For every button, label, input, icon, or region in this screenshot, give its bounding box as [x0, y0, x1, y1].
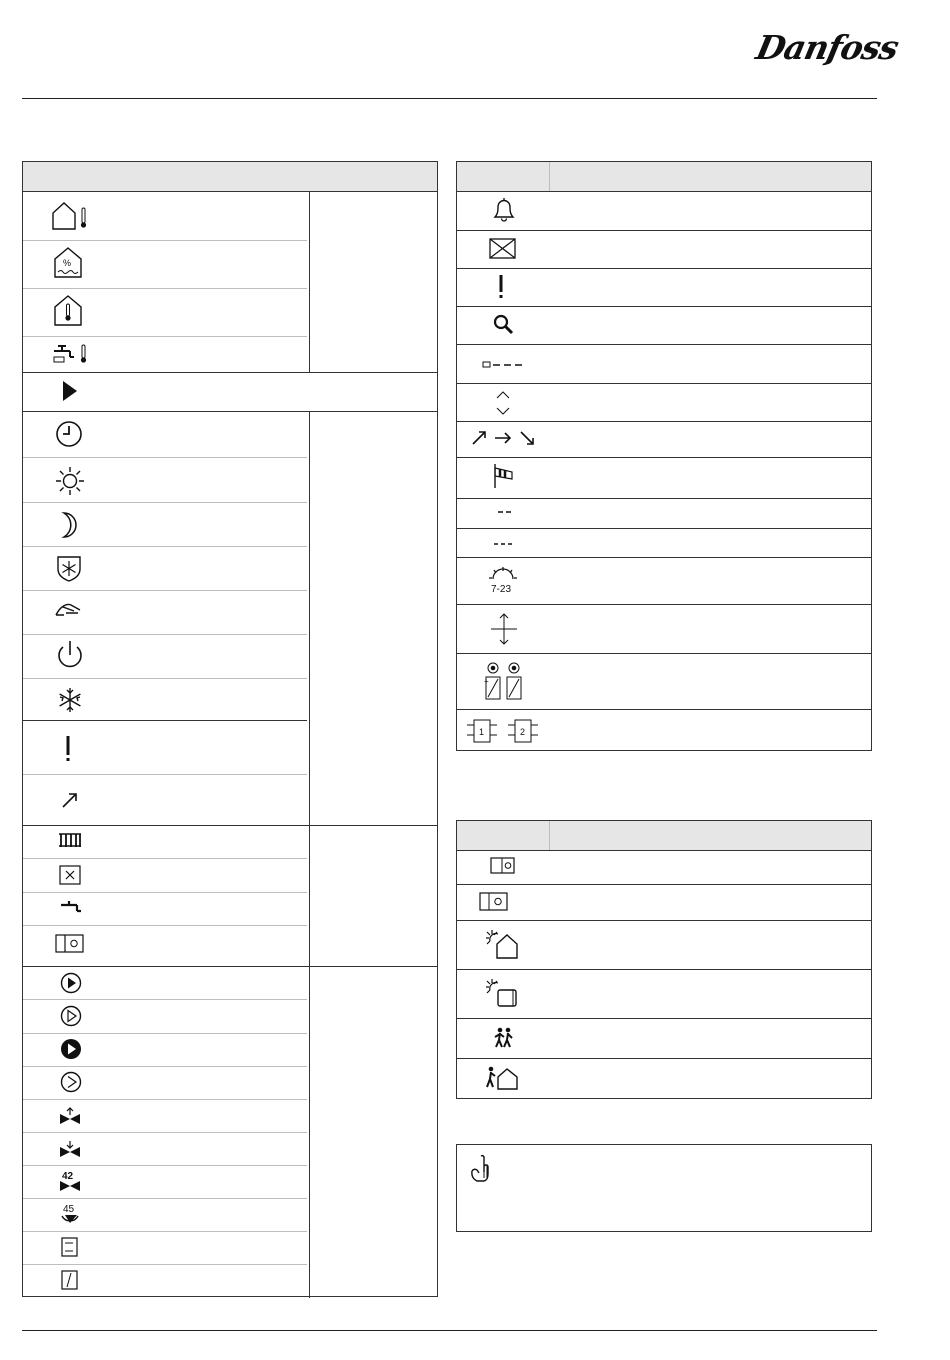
- magnifier-icon: [492, 313, 516, 337]
- radiator-icon: [57, 831, 83, 849]
- slider-panel-icon: [61, 1270, 79, 1290]
- svg-text:45: 45: [63, 1204, 75, 1215]
- right-table-2-header: [457, 821, 871, 851]
- alarm-exclamation-icon: [64, 735, 72, 763]
- clock-icon: [55, 420, 83, 448]
- valve-close-icon: [59, 1139, 81, 1159]
- svg-text:7-23: 7-23: [491, 584, 512, 595]
- exclamation-icon: [497, 274, 505, 300]
- document-icon: [61, 1237, 79, 1257]
- dash-two-icon: [497, 508, 513, 516]
- tap-icon: [59, 900, 83, 916]
- pointing-hand-icon: [469, 1154, 493, 1184]
- pump-off-icon: [60, 1005, 82, 1027]
- trend-arrows-icon: [470, 428, 538, 448]
- svg-text:%: %: [63, 258, 72, 268]
- battery-pair-icon: [483, 660, 525, 702]
- note-box: [456, 1144, 872, 1232]
- svg-text:+: +: [484, 677, 489, 686]
- adjust-cross-icon: [490, 612, 518, 646]
- room-thermometer-icon: [52, 294, 86, 328]
- svg-text:2: 2: [520, 727, 526, 737]
- header-rule: [22, 98, 877, 99]
- valve-open-icon: [59, 1106, 81, 1126]
- relay-pair-icon: [466, 717, 540, 745]
- svg-text:42: 42: [62, 1171, 74, 1182]
- up-down-arrows-icon: [495, 389, 511, 417]
- pump-on-icon: [60, 972, 82, 994]
- svg-text:1: 1: [479, 727, 485, 737]
- pump-running-icon: [60, 1038, 82, 1060]
- pump-speed-icon: [59, 1202, 83, 1226]
- moon-saving-icon: [60, 511, 80, 539]
- right-table-1-header: [457, 162, 871, 192]
- sun-house-icon: [485, 929, 521, 961]
- sun-tank-icon: [485, 978, 521, 1010]
- danfoss-logo: [752, 28, 902, 80]
- snowflake-icon: [56, 686, 84, 714]
- humidity-house-icon: [52, 246, 86, 280]
- bell-icon: [491, 197, 517, 223]
- panel-module-icon: [55, 934, 85, 954]
- footer-rule: [22, 1330, 877, 1331]
- left-symbol-table: [22, 161, 438, 1297]
- sun-comfort-icon: [55, 466, 85, 496]
- left-table-header: [23, 162, 437, 192]
- rising-arrow-icon: [61, 791, 79, 809]
- tap-thermometer-icon: [52, 342, 92, 366]
- mixing-box-icon: [58, 864, 82, 886]
- envelope-icon: [489, 238, 517, 260]
- dash-three-icon: [493, 540, 515, 548]
- pump-stopped-icon: [60, 1071, 82, 1093]
- house-thermometer-icon: [50, 200, 90, 232]
- dashed-line-icon: [482, 359, 528, 371]
- people-icon: [492, 1027, 516, 1049]
- logo-wordmark: Danfoss: [752, 28, 902, 67]
- play-triangle-icon: [62, 380, 78, 402]
- sensor-box-icon: [490, 857, 516, 875]
- windsock-icon: [492, 462, 518, 490]
- standby-power-icon: [55, 639, 85, 671]
- panel-box-icon: [479, 892, 509, 912]
- frost-shield-icon: [56, 555, 82, 583]
- manual-hand-icon: [54, 599, 86, 621]
- valve-position-icon: [59, 1170, 83, 1192]
- person-house-icon: [486, 1065, 520, 1091]
- sun-timer-icon: [488, 566, 520, 596]
